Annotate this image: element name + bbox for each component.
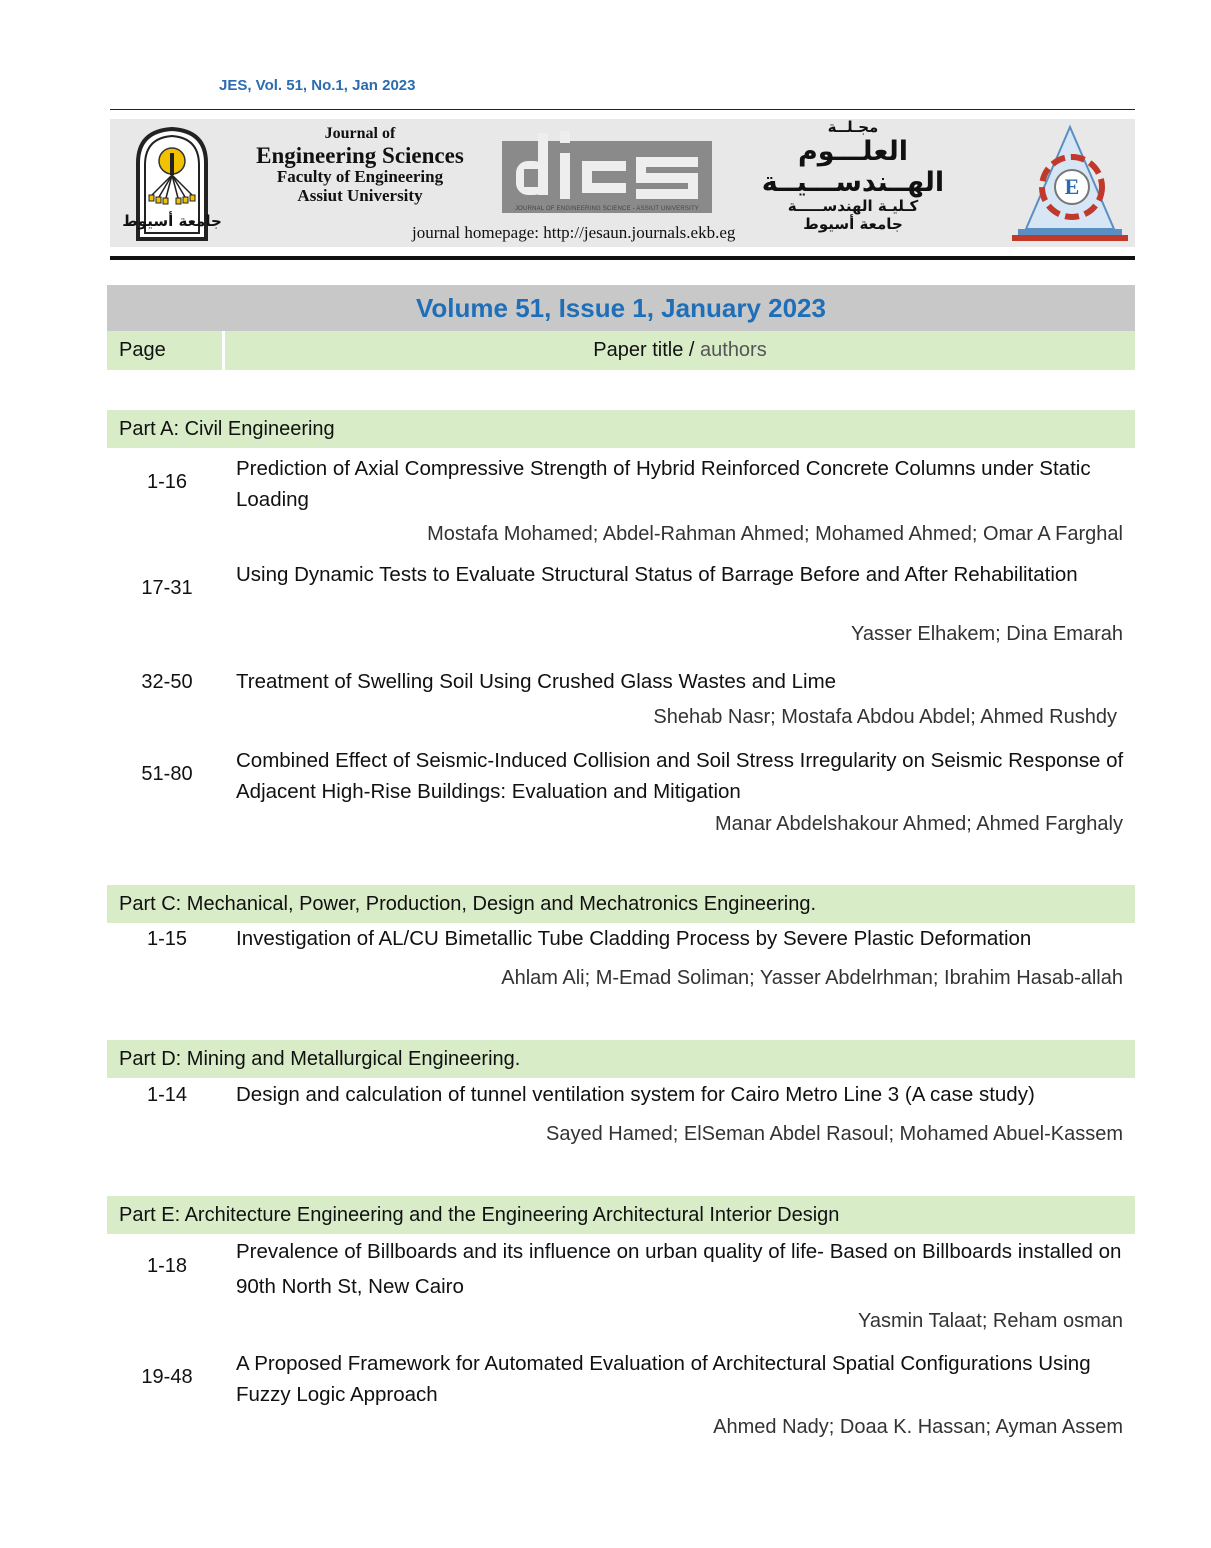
university-emblem-icon [122,123,222,241]
emblem-text: جامعة أسيوط [122,212,222,230]
authors-header-label: authors [694,339,767,361]
arabic-faculty-name: كـليـة الهندســـــة [787,197,919,216]
paper-title[interactable]: Prevalence of Billboards and its influence on urban quality of life- Based on Billboards installed on 90th North St, New Cairo [236,1240,1122,1298]
title-header-label: Paper title / [593,339,695,361]
journal-banner [110,119,1135,247]
journal-name-english [226,125,494,205]
paper-authors: Yasmin Talaat; Reham osman [858,1310,1123,1332]
paper-pages: 1-15 [146,928,188,950]
page-column-header: Page [119,339,166,361]
paper-title[interactable]: Prediction of Axial Compressive Strength of Hybrid Reinforced Concrete Columns under Static Loading [236,457,1091,511]
paper-title[interactable]: Investigation of AL/CU Bimetallic Tube Cladding Process by Severe Plastic Deformation [236,927,1032,950]
paper-title[interactable]: Design and calculation of tunnel ventilation system for Cairo Metro Line 3 (A case study) [236,1083,1035,1106]
header-rule-thick [110,256,1135,260]
part-header: Part C: Mechanical, Power, Production, Design and Mechatronics Engineering. [107,885,1135,923]
svg-text:E: E [1064,174,1080,199]
paper-authors: Mostafa Mohamed; Abdel-Rahman Ahmed; Mohamed Ahmed; Omar A Farghal [427,523,1123,545]
part-header: Part D: Mining and Metallurgical Engineering. [107,1040,1135,1078]
paper-title[interactable]: A Proposed Framework for Automated Evaluation of Architectural Spatial Configurations Using Fuzzy Logic Approach [236,1352,1091,1406]
paper-pages: 19-48 [141,1366,193,1388]
paper-title[interactable]: Treatment of Swelling Soil Using Crushed Glass Wastes and Lime [236,670,837,693]
part-header: Part A: Civil Engineering [107,410,1135,448]
title-column-header [225,331,1135,370]
running-head: JES, Vol. 51, No.1, Jan 2023 [219,77,416,94]
journal-homepage: journal homepage: http://jesaun.journals.ekb.eg [412,223,736,242]
header-rule [110,109,1135,110]
paper-title[interactable]: Using Dynamic Tests to Evaluate Structural Status of Barrage Before and After Rehabilitation [236,563,1078,586]
journal-of-label: Journal of [324,125,396,142]
paper-title[interactable]: Combined Effect of Seismic-Induced Collision and Soil Stress Irregularity on Seismic Response of Adjacent High-Rise Buildings: Evaluation and Mitigation [236,749,1124,803]
paper-pages: 32-50 [141,671,193,693]
column-header-row [107,331,1135,370]
paper-pages: 1-18 [146,1255,188,1277]
arabic-university-name: جامعة أسيوط [803,214,903,233]
paper-pages: 1-16 [146,471,188,493]
university-name: Assiut University [297,185,423,205]
paper-pages: 1-14 [146,1084,188,1106]
paper-authors: Sayed Hamed; ElSeman Abdel Rasoul; Mohamed Abuel-Kassem [546,1123,1123,1145]
issue-title: Volume 51, Issue 1, January 2023 [107,285,1135,331]
jes-logo-icon [502,127,712,215]
journal-name-arabic [722,119,984,233]
paper-authors: Ahlam Ali; M-Emad Soliman; Yasser Abdelrhman; Ibrahim Hasab-allah [501,967,1123,989]
arabic-journal-label: مجـلــة [827,118,879,136]
journal-name: Engineering Sciences [256,142,464,168]
arabic-journal-name: العلـــوم الهــندســـيــة [761,136,945,199]
jes-logo-caption: JOURNAL OF ENGINEERING SCIENCE - ASSIUT UNIVERSITY [514,206,700,212]
paper-authors: Ahmed Nady; Doaa K. Hassan; Ayman Assem [713,1416,1123,1438]
paper-authors: Yasser Elhakem; Dina Emarah [851,623,1123,645]
faculty-name: Faculty of Engineering [276,166,444,186]
paper-authors: Manar Abdelshakour Ahmed; Ahmed Farghaly [714,813,1123,835]
paper-authors: Shehab Nasr; Mostafa Abdou Abdel; Ahmed Rushdy [653,706,1117,728]
faculty-logo-icon [1006,121,1134,245]
paper-pages: 17-31 [141,577,193,599]
paper-pages: 51-80 [141,763,193,785]
part-header: Part E: Architecture Engineering and the Engineering Architectural Interior Design [107,1196,1135,1234]
